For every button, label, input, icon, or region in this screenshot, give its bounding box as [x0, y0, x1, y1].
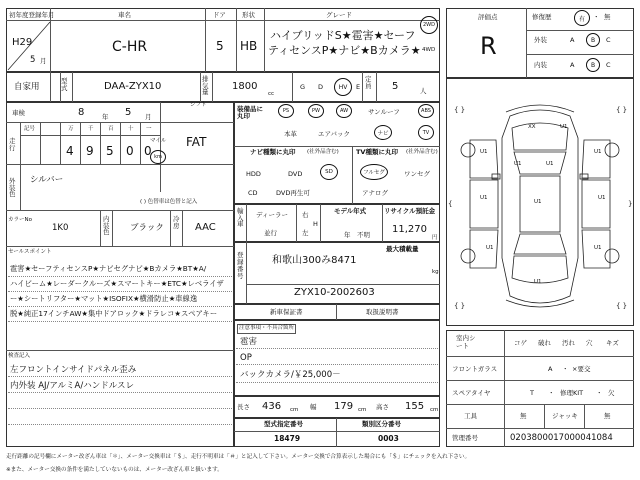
color-no-label: カラーNo: [8, 217, 32, 223]
fuel-hv-circle: HV: [334, 78, 352, 96]
recycle-yen: 円: [432, 235, 438, 241]
model-value: DAA-ZYX10: [104, 81, 162, 92]
spare-t: T: [530, 389, 534, 397]
recycle-label: リサイクル預託金: [384, 207, 436, 215]
repair-label: 修復歴: [532, 13, 552, 21]
width-value: 179: [334, 401, 354, 412]
ps-circle: PS: [278, 104, 294, 118]
category-value: 0003: [378, 434, 399, 443]
svg-text:}: }: [628, 200, 633, 208]
tv-type-label: TV種類に丸印: [356, 148, 398, 156]
digit-header-juu: 十: [128, 126, 134, 132]
digit-header-man: 万: [68, 126, 74, 132]
chassis-number: ZYX10-2002603: [294, 287, 375, 298]
glass-a: A: [548, 365, 553, 373]
grade-label: グレード: [326, 11, 352, 19]
sales-point-line: ー★シートリフター★マット★ISOFIX★横滑防止★車線逸: [10, 294, 198, 303]
first-reg-month-unit: 月: [40, 57, 47, 65]
navi-type-sub: (社外品含む): [307, 149, 339, 155]
damage-mark: U1: [514, 161, 522, 167]
navi-circle: ナビ: [374, 125, 392, 140]
score-label: 評価点: [478, 13, 498, 21]
exterior-note: ( ) 色替車は色替と記入: [140, 199, 198, 205]
car-name: C-HR: [112, 39, 148, 55]
height-label: 高さ: [376, 403, 389, 411]
tv-oneseg: ワンセグ: [404, 170, 430, 178]
inspection-label: 車検: [12, 109, 25, 117]
footer-line-1: 走行距離の記号欄にメーター改ざん車は「＊」、メーター交換車は「＄」、走行不明車は「＃」と記入して下さい。メーター交換で合算表示した場合にも「＄」にチェックを入れ下さい。: [6, 454, 471, 460]
mileage-digit: 9: [86, 144, 94, 158]
notes-line: OP: [240, 353, 252, 363]
sales-point-line: 脱★純正17インチAW★集中ドアロック★ドラレコ★スペアキー: [10, 309, 218, 318]
model-year-label: モデル年式: [334, 207, 367, 215]
seat-item: キズ: [606, 339, 619, 347]
digit-header-hyaku: 百: [108, 126, 114, 132]
ac-value: AAC: [195, 222, 216, 233]
new-warranty: 新車保証書: [270, 308, 303, 316]
import-dealer: ディーラー: [256, 211, 288, 219]
width-unit: cm: [358, 407, 367, 413]
tv-fullseg-circle: フルセグ: [360, 164, 388, 180]
navi-sd-circle: SD: [320, 164, 338, 180]
import-parallel: 並行: [264, 229, 277, 237]
notes-label: 注意事項・不具合箇所: [237, 324, 296, 334]
navi-dvd-play: DVD再生可: [276, 189, 310, 197]
repair-yes-circle: 有: [574, 10, 590, 26]
seat-item: コゲ: [514, 339, 527, 347]
repair-no: 無: [604, 13, 611, 21]
ext-grade-c: C: [606, 36, 611, 44]
mileage-digit: 0: [144, 144, 152, 158]
damage-mark: U1: [534, 279, 542, 285]
shape-value: HB: [240, 39, 258, 53]
inspection-month: 5: [125, 107, 132, 118]
damage-mark: U1: [546, 161, 554, 167]
ac-label: 冷房: [173, 215, 180, 230]
cc-unit: cc: [268, 91, 275, 97]
damage-mark: U1: [480, 195, 488, 201]
door-label: ドア: [213, 11, 226, 19]
drive-2wd-circle: 2WD: [420, 16, 438, 34]
svg-text:{ }: { }: [616, 302, 628, 310]
sunroof: サンルーフ: [368, 108, 400, 116]
first-reg-year: H29: [12, 37, 33, 48]
sales-point-label: セールスポイント: [8, 249, 52, 255]
seat-item: 破れ: [538, 339, 551, 347]
length-unit: cm: [290, 407, 299, 413]
capacity-value: 5: [392, 81, 399, 92]
displacement-label: 排気量: [202, 75, 209, 96]
fuel-g: G: [300, 83, 306, 91]
ext-label: 外装: [534, 36, 547, 44]
footer-line-2: ※また、メーター交換の条件を満たしていないものは、メーター改ざん車と扱います。: [6, 467, 223, 473]
tools-value: 無: [520, 412, 527, 420]
drive-4wd: 4WD: [422, 47, 436, 53]
int-grade-c: C: [606, 61, 611, 69]
type-cert-value: 18479: [274, 434, 301, 443]
plate-number: 和歌山300み8471: [272, 255, 357, 266]
ext-grade-a: A: [570, 36, 575, 44]
glass-dot: ・: [562, 365, 569, 373]
shape-label: 形状: [242, 11, 255, 19]
manual: 取扱説明書: [366, 308, 399, 316]
navi-hdd: HDD: [246, 170, 261, 178]
aw-circle: AW: [336, 104, 352, 118]
mgmt-value: 0203800017000041084: [510, 433, 613, 443]
digit-header-sen: 千: [88, 126, 94, 132]
import-label: 輸入車: [237, 207, 244, 228]
length-value: 436: [262, 401, 282, 412]
digit-header-ichi: 一: [146, 126, 152, 132]
model-year-value: 年 不明: [344, 231, 370, 239]
svg-text:{ }: { }: [454, 106, 466, 114]
color-no-value: 1K0: [52, 223, 69, 233]
exterior-color: シルバー: [30, 175, 64, 185]
damage-mark: U1: [598, 195, 606, 201]
import-right: 右: [302, 211, 309, 219]
capacity-unit: 人: [420, 87, 427, 95]
category-label: 類別区分番号: [362, 420, 401, 428]
spare-none: 欠: [608, 389, 615, 397]
damage-mark: U1: [486, 245, 494, 251]
mileage-digit: 0: [126, 144, 134, 158]
inspection-year-unit: 年: [102, 113, 109, 121]
seat-item: 穴: [586, 339, 593, 347]
length-label: 長さ: [237, 403, 250, 411]
spare-tire-label: スペアタイヤ: [452, 389, 491, 397]
svg-text:{: {: [448, 200, 453, 208]
jack-value: 無: [604, 412, 611, 420]
first-reg-month: 5: [30, 55, 36, 65]
height-value: 155: [405, 401, 425, 412]
damage-mark: U1: [594, 245, 602, 251]
score-value: R: [480, 32, 497, 60]
seat-item: 汚れ: [562, 339, 575, 347]
damage-mark: XX: [528, 124, 536, 130]
import-handle: H: [313, 220, 318, 228]
mileage-unit-mile: マイル: [150, 138, 167, 144]
inspector-label: 検査記入: [8, 353, 31, 359]
notes-line: 雹害: [240, 337, 258, 347]
warranty-row: [234, 304, 440, 320]
spare-dot: ・: [548, 389, 555, 397]
fuel-d: D: [318, 83, 324, 91]
navi-dvd: DVD: [288, 170, 303, 178]
spare-kit: 修理KIT: [560, 389, 584, 397]
exterior-label: 外装色: [9, 177, 16, 198]
navi-cd: CD: [248, 189, 258, 197]
import-left: 左: [302, 229, 309, 237]
mileage-digit: 4: [66, 144, 74, 158]
width-label: 幅: [310, 403, 317, 411]
tv-type-sub: (社外品含む): [406, 149, 438, 155]
grade-line-2: ティセンスP★ナビ★Bカメラ★: [268, 44, 421, 57]
seat-label: 室内シート: [456, 334, 476, 350]
recycle-value: 11,270: [392, 224, 427, 235]
mileage-km-circle: km: [150, 150, 166, 164]
repair-dot: ・: [593, 13, 600, 21]
mileage-label: 走行: [9, 137, 16, 152]
damage-mark: U1: [534, 199, 542, 205]
equipment-label: 装備品に丸印: [237, 105, 263, 121]
notes-line: バックカメラ/￥25,000－: [240, 370, 341, 380]
pw-circle: PW: [308, 104, 324, 118]
interior-label: 内装色: [103, 215, 110, 236]
capacity-label: 定員: [365, 75, 372, 90]
inspection-year: 8: [78, 107, 85, 118]
first-reg-label: 初年度登録年月: [9, 11, 55, 19]
ext-grade-b-circle: B: [586, 33, 600, 47]
shift-label: シフト: [190, 102, 207, 108]
interior-value: ブラック: [130, 223, 164, 233]
car-name-label: 車名: [118, 11, 131, 19]
jack-label: ジャッキ: [552, 412, 578, 420]
sales-point-line: ハイビーム★レーダークルーズ★スマートキー★ETC★レベライザ: [10, 279, 224, 288]
damage-mark: U1: [480, 149, 488, 155]
navi-type-label: ナビ種類に丸印: [250, 148, 296, 156]
inspection-month-unit: 月: [145, 113, 152, 121]
max-load-label: 最大積載量: [386, 245, 419, 253]
mileage-prefix-label: 記号: [24, 126, 36, 132]
tv-analog: アナログ: [362, 189, 388, 197]
type-cert-label: 型式指定番号: [264, 420, 303, 428]
glass-replace: ×要交: [572, 365, 591, 373]
damage-mark: U1: [594, 149, 602, 155]
tv-circle: TV: [418, 125, 434, 140]
damage-mark: U1: [560, 124, 568, 130]
mileage-digit: 5: [106, 144, 114, 158]
door-count: 5: [216, 39, 224, 53]
leather: 本革: [284, 130, 297, 138]
sales-point-line: 雹害★セーフティセンスP★ナビセグナビ★Bカメラ★BT★A/: [10, 264, 207, 273]
usage-value: 自家用: [14, 82, 40, 92]
abs-circle: ABS: [418, 104, 434, 118]
displacement-value: 1800: [232, 81, 258, 92]
int-grade-a: A: [570, 61, 575, 69]
height-unit: cm: [430, 407, 439, 413]
grade-line-1: ハイブリッドS★雹害★セーフ: [270, 29, 416, 42]
front-glass-label: フロントガラス: [452, 365, 498, 373]
inspector-line: 左フロントインサイドパネル歪み: [10, 365, 137, 375]
shift-value: FAT: [186, 135, 207, 149]
int-grade-b-circle: B: [586, 58, 600, 72]
mgmt-label: 管理番号: [452, 434, 478, 442]
registration-label: 登録番号: [237, 251, 244, 281]
svg-text:{ }: { }: [616, 106, 628, 114]
max-load-kg: kg: [432, 269, 439, 275]
model-label: 型式: [61, 77, 68, 92]
svg-text:{ }: { }: [454, 302, 466, 310]
tools-label: 工具: [464, 412, 477, 420]
airbag: エアバック: [318, 130, 350, 138]
int-label: 内装: [534, 61, 547, 69]
inspector-line: 内外装 AJ/アルミA/ハンドルスレ: [10, 381, 134, 391]
spare-dot: ・: [596, 389, 603, 397]
fuel-e: E: [356, 83, 361, 91]
